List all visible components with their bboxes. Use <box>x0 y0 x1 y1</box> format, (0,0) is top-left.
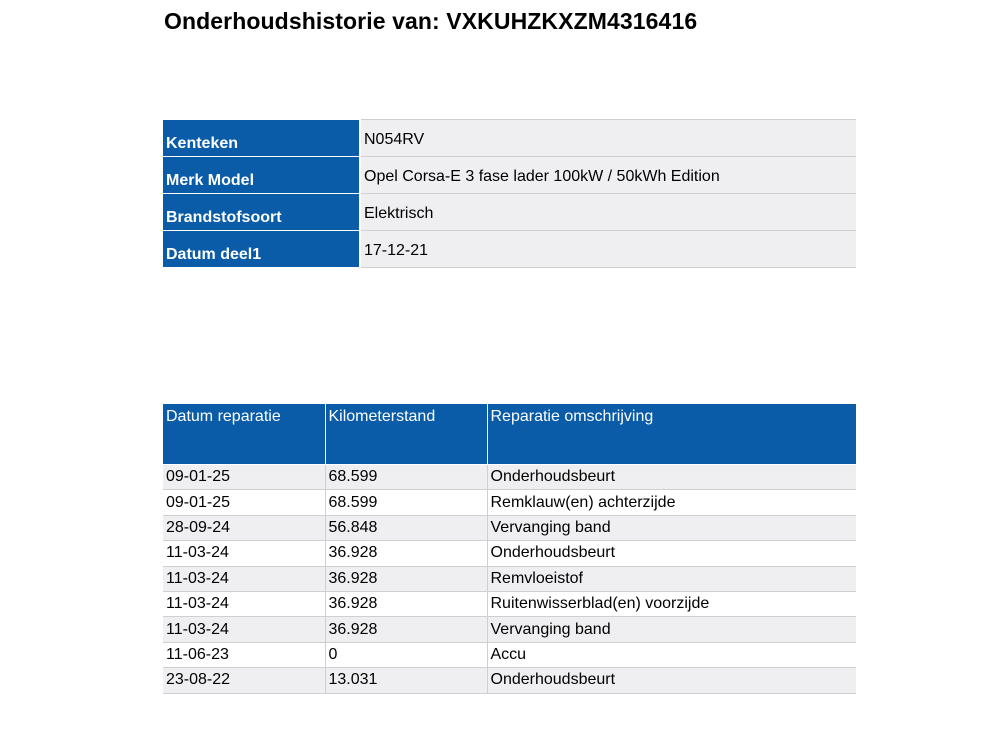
repair-history-table <box>163 404 856 694</box>
repair-date: 11-03-24 <box>163 541 325 566</box>
repair-description: Accu <box>487 642 856 667</box>
repair-mileage: 36.928 <box>325 591 487 616</box>
vehicle-value: Opel Corsa-E 3 fase lader 100kW / 50kWh Edition <box>360 157 856 194</box>
vehicle-label: Brandstofsoort <box>163 194 360 231</box>
repair-description: Onderhoudsbeurt <box>487 541 856 566</box>
repair-mileage: 0 <box>325 642 487 667</box>
history-header-row <box>163 404 856 465</box>
repair-description: Ruitenwisserblad(en) voorzijde <box>487 591 856 616</box>
repair-mileage: 36.928 <box>325 541 487 566</box>
table-row <box>163 541 856 566</box>
vehicle-row-brandstofsoort <box>163 194 856 231</box>
vehicle-label: Merk Model <box>163 157 360 194</box>
repair-mileage: 36.928 <box>325 566 487 591</box>
vehicle-row-merk-model <box>163 157 856 194</box>
repair-description: Vervanging band <box>487 515 856 540</box>
repair-date: 11-03-24 <box>163 566 325 591</box>
repair-mileage: 68.599 <box>325 490 487 515</box>
repair-description: Remklauw(en) achterzijde <box>487 490 856 515</box>
vehicle-info-table <box>163 119 856 268</box>
vehicle-label: Kenteken <box>163 120 360 157</box>
vehicle-value: 17-12-21 <box>360 231 856 268</box>
vehicle-row-kenteken <box>163 120 856 157</box>
table-row <box>163 591 856 616</box>
page-title: Onderhoudshistorie van: VXKUHZKXZM4316416 <box>164 8 698 34</box>
table-row <box>163 566 856 591</box>
column-header-date: Datum reparatie <box>163 404 325 465</box>
repair-mileage: 36.928 <box>325 617 487 642</box>
repair-date: 11-03-24 <box>163 591 325 616</box>
repair-date: 23-08-22 <box>163 668 325 693</box>
table-row <box>163 642 856 667</box>
repair-description: Onderhoudsbeurt <box>487 668 856 693</box>
repair-date: 09-01-25 <box>163 490 325 515</box>
repair-mileage: 68.599 <box>325 465 487 490</box>
table-row <box>163 617 856 642</box>
repair-description: Vervanging band <box>487 617 856 642</box>
table-row <box>163 465 856 490</box>
table-row <box>163 515 856 540</box>
repair-date: 09-01-25 <box>163 465 325 490</box>
repair-mileage: 56.848 <box>325 515 487 540</box>
table-row <box>163 668 856 693</box>
vehicle-label: Datum deel1 <box>163 231 360 268</box>
repair-mileage: 13.031 <box>325 668 487 693</box>
repair-description: Remvloeistof <box>487 566 856 591</box>
vehicle-row-datum-deel1 <box>163 231 856 268</box>
repair-date: 11-06-23 <box>163 642 325 667</box>
table-row <box>163 490 856 515</box>
vehicle-value: Elektrisch <box>360 194 856 231</box>
repair-description: Onderhoudsbeurt <box>487 465 856 490</box>
vehicle-value: N054RV <box>360 120 856 157</box>
repair-date: 11-03-24 <box>163 617 325 642</box>
column-header-description: Reparatie omschrijving <box>487 404 856 465</box>
column-header-mileage: Kilometerstand <box>325 404 487 465</box>
repair-date: 28-09-24 <box>163 515 325 540</box>
